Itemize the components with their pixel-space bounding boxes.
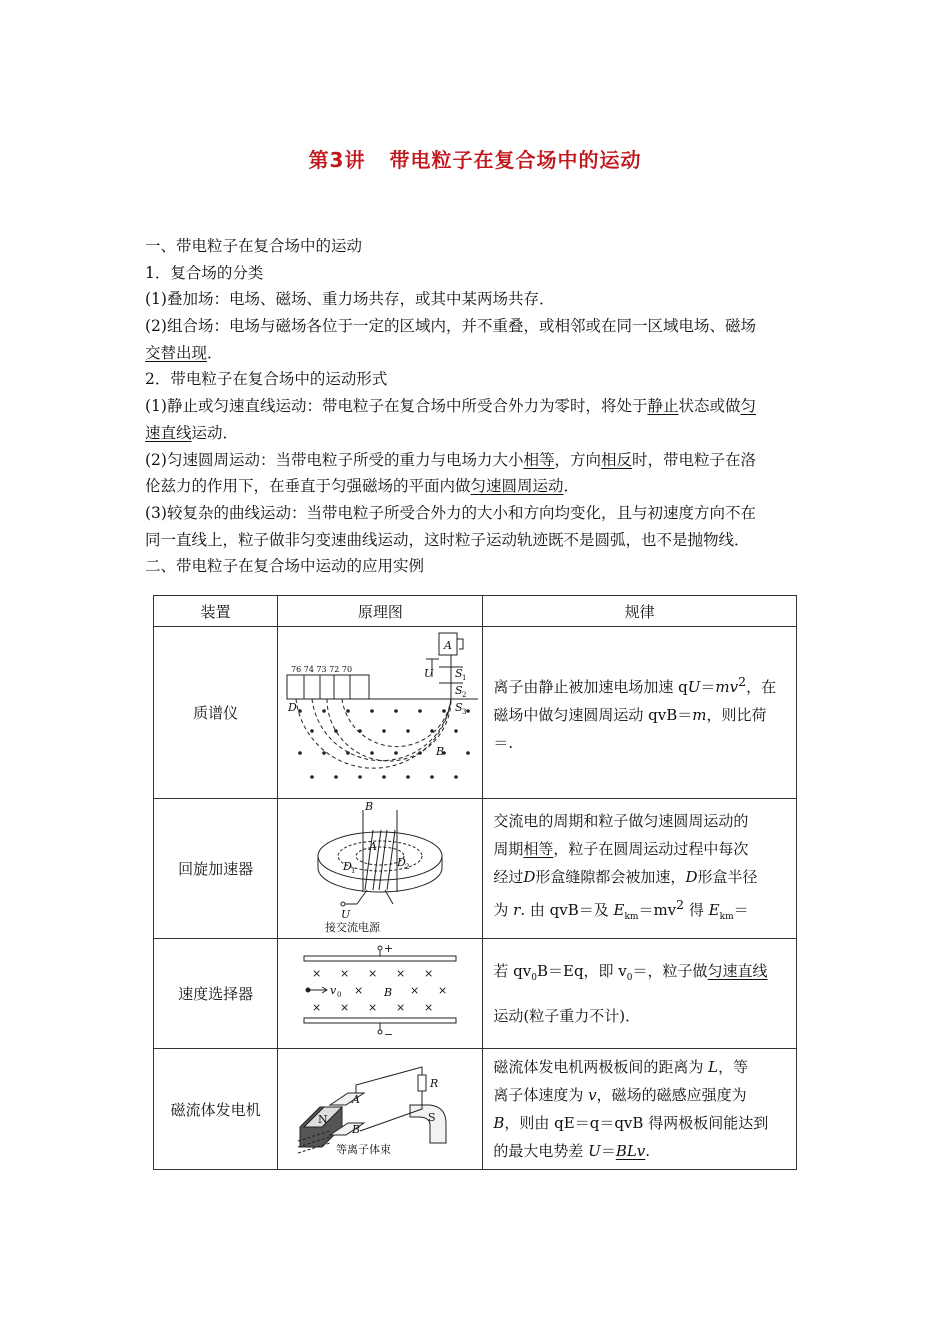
svg-text:×: × — [354, 983, 364, 997]
svg-text:等离子体束: 等离子体束 — [336, 1143, 392, 1156]
header-device: 装置 — [154, 596, 278, 627]
svg-text:D: D — [343, 859, 353, 873]
rule-text: 交流电的周期和粒子做匀速圆周运动的 周期相等，粒子在圆周运动过程中每次 经过D形盒缝隙都会被加速，D形盒半径 为 r. 由 qvB＝及 $E_{km}=mv^2$ 得 $E_{km}=$ — [483, 799, 797, 939]
svg-text:×: × — [424, 1000, 434, 1014]
paragraph: 交替出现． — [145, 343, 223, 362]
diagram-cell — [278, 799, 483, 939]
section-heading: 一、带电粒子在复合场中的运动 — [145, 237, 363, 255]
device-name: 磁流体发电机 — [154, 1049, 278, 1170]
svg-text:S: S — [455, 667, 463, 680]
paragraph: (3)较复杂的曲线运动：当带电粒子所受合外力的大小和方向均变化，且与初速度方向不在 — [145, 503, 756, 522]
svg-text:v: v — [330, 983, 337, 997]
svg-text:2: 2 — [462, 691, 467, 699]
svg-text:×: × — [312, 966, 322, 980]
rule-text: 磁流体发电机两极板间的距离为 L，等 离子体速度为 v，磁场的磁感应强度为 B，则由 qE＝q＝qvB 得两极板间能达到 的最大电势差 U＝BLv. — [483, 1049, 797, 1170]
svg-text:×: × — [396, 966, 406, 980]
lecture-title: 带电粒子在复合场中的运动 — [389, 148, 642, 172]
svg-text:×: × — [312, 1000, 322, 1014]
svg-text:B: B — [365, 799, 374, 813]
answer-blank: 静止 — [647, 397, 679, 416]
svg-text:×: × — [410, 983, 420, 997]
rule-text: 若 $qv_0B=Eq$，即 $v_0=$，粒子做匀速直线 运动(粒子重力不计)． — [483, 939, 797, 1049]
device-name: 回旋加速器 — [154, 799, 278, 939]
svg-text:×: × — [368, 966, 378, 980]
velocity-selector-diagram — [300, 940, 460, 1044]
svg-text:B: B — [384, 985, 393, 999]
page-title — [0, 144, 950, 173]
svg-text:B: B — [352, 1123, 361, 1136]
subheading: 2．带电粒子在复合场中的运动形式 — [145, 370, 388, 389]
svg-text:U: U — [424, 667, 434, 680]
svg-text:−: − — [384, 1027, 394, 1041]
svg-text:+: + — [384, 941, 394, 955]
document-body — [145, 233, 810, 580]
svg-text:R: R — [430, 1077, 439, 1090]
table-row — [154, 939, 797, 1049]
svg-text:×: × — [368, 1000, 378, 1014]
svg-text:3: 3 — [462, 708, 467, 716]
mhd-generator-diagram — [290, 1057, 470, 1157]
applications-table — [153, 595, 797, 1170]
svg-text:1: 1 — [351, 866, 356, 875]
answer-blank: BLv — [615, 1142, 646, 1160]
paragraph: 同一直线上，粒子做非匀变速曲线运动，这时粒子运动轨迹既不是圆弧，也不是抛物线． — [145, 530, 750, 549]
answer-blank: 速直线 — [145, 423, 192, 442]
diagram-cell — [278, 1049, 483, 1170]
lecture-number: 第3讲 — [308, 148, 366, 172]
svg-text:A: A — [369, 839, 378, 853]
svg-text:U: U — [341, 907, 351, 921]
answer-blank: 匀速直线 — [707, 962, 768, 980]
svg-text:76 74 73 72 70: 76 74 73 72 70 — [291, 665, 353, 674]
svg-text:1: 1 — [462, 674, 467, 682]
table-row — [154, 627, 797, 799]
answer-blank: 匀 — [740, 397, 757, 416]
mass-spectrometer-diagram — [278, 627, 482, 794]
answer-blank: 相等 — [523, 839, 554, 858]
diagram-cell — [278, 627, 483, 799]
paragraph: (1)静止或匀速直线运动：带电粒子在复合场中所受合外力为零时，将处于静止状态或做匀 — [145, 397, 757, 416]
device-name: 速度选择器 — [154, 939, 278, 1049]
svg-text:S: S — [428, 1111, 436, 1124]
header-rule: 规律 — [483, 596, 797, 627]
svg-text:N: N — [318, 1113, 328, 1126]
answer-blank: 相反 — [601, 450, 633, 469]
table-header-row — [154, 596, 797, 627]
svg-text:×: × — [396, 1000, 406, 1014]
svg-text:×: × — [340, 1000, 350, 1014]
svg-text:A: A — [444, 639, 453, 652]
svg-text:0: 0 — [337, 990, 342, 999]
cyclotron-diagram — [305, 800, 455, 934]
svg-text:A: A — [352, 1093, 361, 1106]
paragraph: (2)匀速圆周运动：当带电粒子所受的重力与电场力大小相等，方向相反时，带电粒子在洛 — [145, 450, 757, 469]
rule-text: 离子由静止被加速电场加速 $qU=mv^2$，在 磁场中做匀速圆周运动 qvB＝m，则比荷 ＝. — [483, 627, 797, 799]
header-diagram: 原理图 — [278, 596, 483, 627]
answer-blank: 交替出现 — [145, 343, 208, 362]
svg-text:×: × — [438, 983, 448, 997]
svg-text:B: B — [436, 745, 445, 758]
paragraph: (1)叠加场：电场、磁场、重力场共存，或其中某两场共存． — [145, 290, 555, 309]
paragraph: 伦兹力的作用下，在垂直于匀强磁场的平面内做匀速圆周运动． — [145, 477, 580, 496]
svg-text:D: D — [397, 855, 407, 869]
answer-blank: 匀速圆周运动 — [470, 477, 564, 496]
svg-text:S: S — [455, 701, 463, 714]
paragraph: (2)组合场：电场与磁场各位于一定的区域内，并不重叠，或相邻或在同一区域电场、磁场 — [145, 317, 756, 336]
section-heading: 二、带电粒子在复合场中运动的应用实例 — [145, 557, 425, 576]
answer-blank: 相等 — [523, 450, 555, 469]
diagram-cell — [278, 939, 483, 1049]
paragraph: 速直线运动． — [145, 423, 239, 442]
svg-text:×: × — [340, 966, 350, 980]
subheading: 1．复合场的分类 — [145, 263, 264, 282]
svg-text:S: S — [455, 684, 463, 697]
svg-text:×: × — [424, 966, 434, 980]
svg-text:D: D — [288, 701, 298, 714]
svg-text:2: 2 — [405, 862, 410, 871]
device-name: 质谱仪 — [154, 627, 278, 799]
svg-text:接交流电源: 接交流电源 — [325, 920, 381, 934]
table-row — [154, 1049, 797, 1170]
table-row — [154, 799, 797, 939]
